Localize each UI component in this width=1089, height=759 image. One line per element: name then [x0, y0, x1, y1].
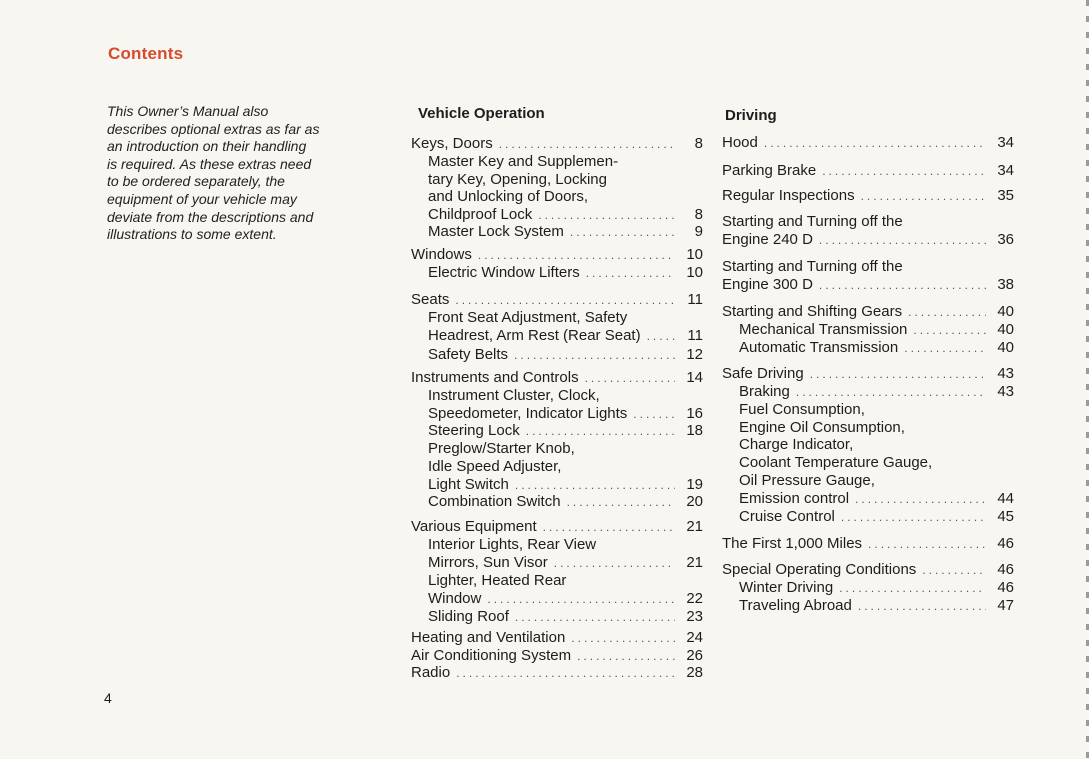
toc-entry [411, 153, 703, 171]
toc-entry [722, 162, 1014, 181]
dot-leader [839, 580, 986, 598]
toc-entry-line [411, 647, 703, 666]
toc-entry-line [722, 401, 1014, 419]
driving-heading: Driving [725, 107, 777, 124]
toc-page-number: 19 [686, 476, 703, 493]
toc-entry-line [411, 291, 703, 310]
toc-entry [722, 134, 1014, 153]
intro-line: illustrations to some extent. [107, 226, 277, 243]
toc-entry-line [722, 490, 1014, 509]
toc-entry-title: Idle Speed Adjuster, [428, 458, 562, 475]
toc-entry-title: Starting and Turning off the [722, 213, 903, 230]
toc-entry-title: Heating and Ventilation [411, 629, 566, 646]
toc-page-number: 21 [686, 554, 703, 571]
toc-entry-line [411, 493, 703, 512]
toc-entry-title: Coolant Temperature Gauge, [739, 454, 933, 471]
toc-page-number: 12 [686, 346, 703, 363]
dot-leader [499, 136, 675, 154]
dot-leader [858, 598, 986, 616]
toc-entry-title: Regular Inspections [722, 187, 855, 204]
toc-page-number: 11 [687, 327, 703, 344]
toc-page-number: 46 [997, 535, 1014, 552]
dot-leader [526, 423, 675, 441]
toc-entry-line [411, 572, 703, 590]
toc-entry [722, 303, 1014, 322]
toc-entry-line [722, 383, 1014, 402]
toc-entry-line [411, 206, 703, 225]
dot-leader [913, 322, 986, 340]
dot-leader [822, 163, 986, 181]
dot-leader [487, 591, 675, 609]
toc-entry-line [411, 387, 703, 405]
dot-leader [855, 491, 986, 509]
toc-entry [722, 454, 1014, 472]
toc-entry-title: Master Lock System [428, 223, 564, 240]
toc-entry-title: Safe Driving [722, 365, 804, 382]
toc-entry-title: Starting and Turning off the [722, 258, 903, 275]
toc-page-number: 10 [686, 246, 703, 263]
toc-page-number: 40 [997, 321, 1014, 338]
dot-leader [819, 277, 986, 295]
dot-leader [515, 609, 675, 627]
toc-entry [411, 309, 703, 327]
toc-entry-line [722, 508, 1014, 527]
toc-entry-line [411, 346, 703, 365]
toc-entry-line [722, 162, 1014, 181]
toc-entry-title: Sliding Roof [428, 608, 509, 625]
toc-entry-title: Traveling Abroad [739, 597, 852, 614]
toc-entry-title: Instrument Cluster, Clock, [428, 387, 600, 404]
toc-entry-line [722, 134, 1014, 153]
toc-entry [411, 554, 703, 573]
toc-page-number: 34 [997, 134, 1014, 151]
toc-entry [411, 206, 703, 225]
toc-entry-title: Speedometer, Indicator Lights [428, 405, 628, 422]
dot-leader [585, 370, 675, 388]
toc-entry [411, 590, 703, 609]
toc-entry-line [722, 472, 1014, 490]
dot-leader [567, 494, 675, 512]
toc-entry [722, 535, 1014, 554]
toc-page-number: 22 [686, 590, 703, 607]
toc-page-number: 40 [997, 303, 1014, 320]
toc-entry [411, 405, 703, 424]
toc-entry-title: The First 1,000 Miles [722, 535, 863, 552]
dot-leader [586, 265, 675, 283]
dot-leader [796, 384, 986, 402]
dot-leader [922, 562, 986, 580]
intro-line: This Owner’s Manual also [107, 103, 269, 119]
toc-entry-line [722, 339, 1014, 358]
toc-entry-title: Engine 240 D [722, 231, 813, 248]
toc-entry [411, 387, 703, 405]
toc-page-number: 47 [997, 597, 1014, 614]
toc-entry-line [411, 476, 703, 495]
toc-entry-title: Oil Pressure Gauge, [739, 472, 875, 489]
toc-entry [411, 369, 703, 388]
toc-entry-line [722, 321, 1014, 340]
toc-entry [411, 647, 703, 666]
toc-entry [411, 518, 703, 537]
dot-leader [515, 477, 675, 495]
toc-entry-title: Mirrors, Sun Visor [428, 554, 548, 571]
toc-entry [722, 276, 1014, 295]
toc-entry [722, 231, 1014, 250]
intro-note [107, 103, 372, 244]
toc-page-number: 43 [997, 365, 1014, 382]
toc-entry-line [411, 246, 703, 265]
toc-page-number: 40 [997, 339, 1014, 356]
toc-entry-title: Steering Lock [428, 422, 520, 439]
toc-entry-line [722, 535, 1014, 554]
toc-page-number: 24 [686, 629, 703, 646]
toc-entry [411, 246, 703, 265]
toc-page-number: 38 [997, 276, 1014, 293]
toc-entry-title: Headrest, Arm Rest (Rear Seat) [428, 327, 641, 344]
toc-entry [411, 327, 703, 346]
toc-entry-line [411, 664, 703, 683]
toc-entry-line [411, 264, 703, 283]
toc-entry [411, 264, 703, 283]
toc-entry [411, 346, 703, 365]
toc-entry [411, 135, 703, 154]
dot-leader [647, 328, 675, 346]
toc-entry-title: Front Seat Adjustment, Safety [428, 309, 628, 326]
toc-entry-title: Parking Brake [722, 162, 817, 179]
toc-entry [722, 383, 1014, 402]
toc-entry-title: tary Key, Opening, Locking [428, 171, 607, 188]
toc-entry [722, 436, 1014, 454]
toc-entry-line [722, 436, 1014, 454]
toc-entry-title: Electric Window Lifters [428, 264, 580, 281]
toc-entry [722, 490, 1014, 509]
toc-entry-line [722, 303, 1014, 322]
toc-entry-title: Engine 300 D [722, 276, 813, 293]
toc-entry-line [722, 276, 1014, 295]
intro-line: equipment of your vehicle may [107, 190, 297, 207]
toc-entry [411, 664, 703, 683]
toc-page-number: 10 [686, 264, 703, 281]
toc-entry-title: Engine Oil Consumption, [739, 419, 905, 436]
toc-page-number: 43 [997, 383, 1014, 400]
dot-leader [478, 247, 675, 265]
intro-line: describes optional extras as far as [107, 120, 320, 137]
toc-page-number: 46 [997, 561, 1014, 578]
toc-entry [722, 472, 1014, 490]
toc-entry-title: Combination Switch [428, 493, 561, 510]
toc-entry-line [411, 188, 703, 206]
dot-leader [633, 406, 675, 424]
toc-entry-title: Interior Lights, Rear View [428, 536, 597, 553]
toc-entry-line [722, 258, 1014, 276]
toc-entry-title: Various Equipment [411, 518, 537, 535]
dot-leader [577, 648, 675, 666]
toc-page-number: 34 [997, 162, 1014, 179]
toc-entry-line [411, 309, 703, 327]
toc-entry-title: Safety Belts [428, 346, 509, 363]
toc-entry-line [722, 187, 1014, 206]
intro-line: deviate from the descriptions and [107, 208, 314, 225]
toc-entry [411, 608, 703, 627]
toc-entry [722, 579, 1014, 598]
toc-entry-title: Window [428, 590, 482, 607]
toc-entry-title: Mechanical Transmission [739, 321, 908, 338]
toc-entry-line [722, 213, 1014, 231]
toc-entry-line [411, 536, 703, 554]
toc-entry-line [411, 629, 703, 648]
toc-entry-title: Fuel Consumption, [739, 401, 865, 418]
dot-leader [868, 536, 986, 554]
toc-page-number: 8 [694, 135, 703, 152]
toc-entry [722, 258, 1014, 276]
toc-entry [411, 536, 703, 554]
toc-page-number: 14 [686, 369, 703, 386]
toc-entry [722, 508, 1014, 527]
toc-entry-line [411, 608, 703, 627]
toc-entry-line [722, 365, 1014, 384]
toc-page-number: 26 [686, 647, 703, 664]
toc-page-number: 36 [997, 231, 1014, 248]
dot-leader [571, 630, 675, 648]
toc-entry [722, 365, 1014, 384]
toc-entry-line [722, 561, 1014, 580]
toc-entry [411, 171, 703, 189]
toc-entry-title: Cruise Control [739, 508, 835, 525]
toc-entry [411, 476, 703, 495]
dot-leader [904, 340, 986, 358]
dot-leader [554, 555, 675, 573]
toc-entry-line [722, 419, 1014, 437]
toc-entry-line [411, 153, 703, 171]
toc-entry-title: and Unlocking of Doors, [428, 188, 589, 205]
toc-entry-line [722, 454, 1014, 472]
toc-entry [411, 440, 703, 458]
toc-entry [411, 188, 703, 206]
toc-entry-line [411, 369, 703, 388]
toc-entry [722, 419, 1014, 437]
dot-leader [456, 665, 675, 683]
toc-entry-title: Winter Driving [739, 579, 834, 596]
toc-entry [722, 561, 1014, 580]
page-number: 4 [104, 690, 112, 706]
toc-page-number: 46 [997, 579, 1014, 596]
toc-page-number: 28 [686, 664, 703, 681]
dot-leader [455, 292, 675, 310]
toc-page-number: 18 [686, 422, 703, 439]
toc-entry-title: Special Operating Conditions [722, 561, 917, 578]
toc-entry [722, 401, 1014, 419]
toc-entry-line [411, 458, 703, 476]
toc-entry-title: Charge Indicator, [739, 436, 854, 453]
toc-entry-title: Emission control [739, 490, 850, 507]
toc-entry-title: Preglow/Starter Knob, [428, 440, 575, 457]
toc-entry-line [411, 518, 703, 537]
toc-entry [411, 223, 703, 242]
toc-entry-line [722, 579, 1014, 598]
toc-entry [411, 629, 703, 648]
toc-entry-line [411, 405, 703, 424]
dot-leader [810, 366, 986, 384]
toc-entry-title: Starting and Shifting Gears [722, 303, 903, 320]
toc-entry-title: Braking [739, 383, 790, 400]
toc-entry [722, 213, 1014, 231]
toc-entry-line [411, 171, 703, 189]
toc-entry-title: Air Conditioning System [411, 647, 572, 664]
dot-leader [764, 135, 986, 153]
toc-page-number: 45 [997, 508, 1014, 525]
toc-entry [722, 597, 1014, 616]
toc-page-number: 16 [686, 405, 703, 422]
toc-entry-title: Master Key and Supplemen- [428, 153, 619, 170]
toc-entry-line [722, 597, 1014, 616]
toc-entry-title: Radio [411, 664, 451, 681]
page-title: Contents [108, 44, 184, 63]
toc-entry [411, 493, 703, 512]
toc-entry [411, 291, 703, 310]
toc-entry [722, 187, 1014, 206]
intro-line: to be ordered separately, the [107, 173, 285, 190]
toc-entry-title: Seats [411, 291, 450, 308]
toc-page-number: 20 [686, 493, 703, 510]
intro-line: an introduction on their handling [107, 138, 307, 155]
toc-entry-line [411, 327, 703, 346]
toc-entry-title: Childproof Lock [428, 206, 533, 223]
toc-entry-title: Automatic Transmission [739, 339, 899, 356]
toc-page-number: 9 [694, 223, 703, 240]
toc-entry-title: Windows [411, 246, 472, 263]
dot-leader [543, 519, 675, 537]
toc-entry-line [411, 590, 703, 609]
toc-page-number: 21 [686, 518, 703, 535]
dot-leader [819, 232, 986, 250]
toc-page-number: 23 [686, 608, 703, 625]
dot-leader [861, 188, 986, 206]
toc-entry-line [411, 422, 703, 441]
toc-entry-title: Hood [722, 134, 758, 151]
vehicle-operation-heading: Vehicle Operation [418, 105, 545, 122]
toc-entry-line [722, 231, 1014, 250]
toc-entry-title: Light Switch [428, 476, 509, 493]
toc-entry [411, 422, 703, 441]
toc-page-number: 44 [997, 490, 1014, 507]
dot-leader [841, 509, 986, 527]
toc-entry-title: Lighter, Heated Rear [428, 572, 567, 589]
dot-leader [538, 207, 675, 225]
toc-page-number: 35 [997, 187, 1014, 204]
dot-leader [570, 224, 675, 242]
dot-leader [908, 304, 986, 322]
toc-entry [411, 572, 703, 590]
toc-entry-line [411, 440, 703, 458]
toc-page-number: 11 [687, 291, 703, 308]
toc-page-number: 8 [694, 206, 703, 223]
toc-entry-line [411, 135, 703, 154]
intro-line: is required. As these extras need [107, 155, 312, 172]
toc-entry-line [411, 554, 703, 573]
toc-entry [722, 339, 1014, 358]
toc-entry [411, 458, 703, 476]
toc-entry-title: Instruments and Controls [411, 369, 579, 386]
toc-entry-line [411, 223, 703, 242]
dot-leader [514, 347, 675, 365]
toc-entry-title: Keys, Doors [411, 135, 493, 152]
toc-entry [722, 321, 1014, 340]
